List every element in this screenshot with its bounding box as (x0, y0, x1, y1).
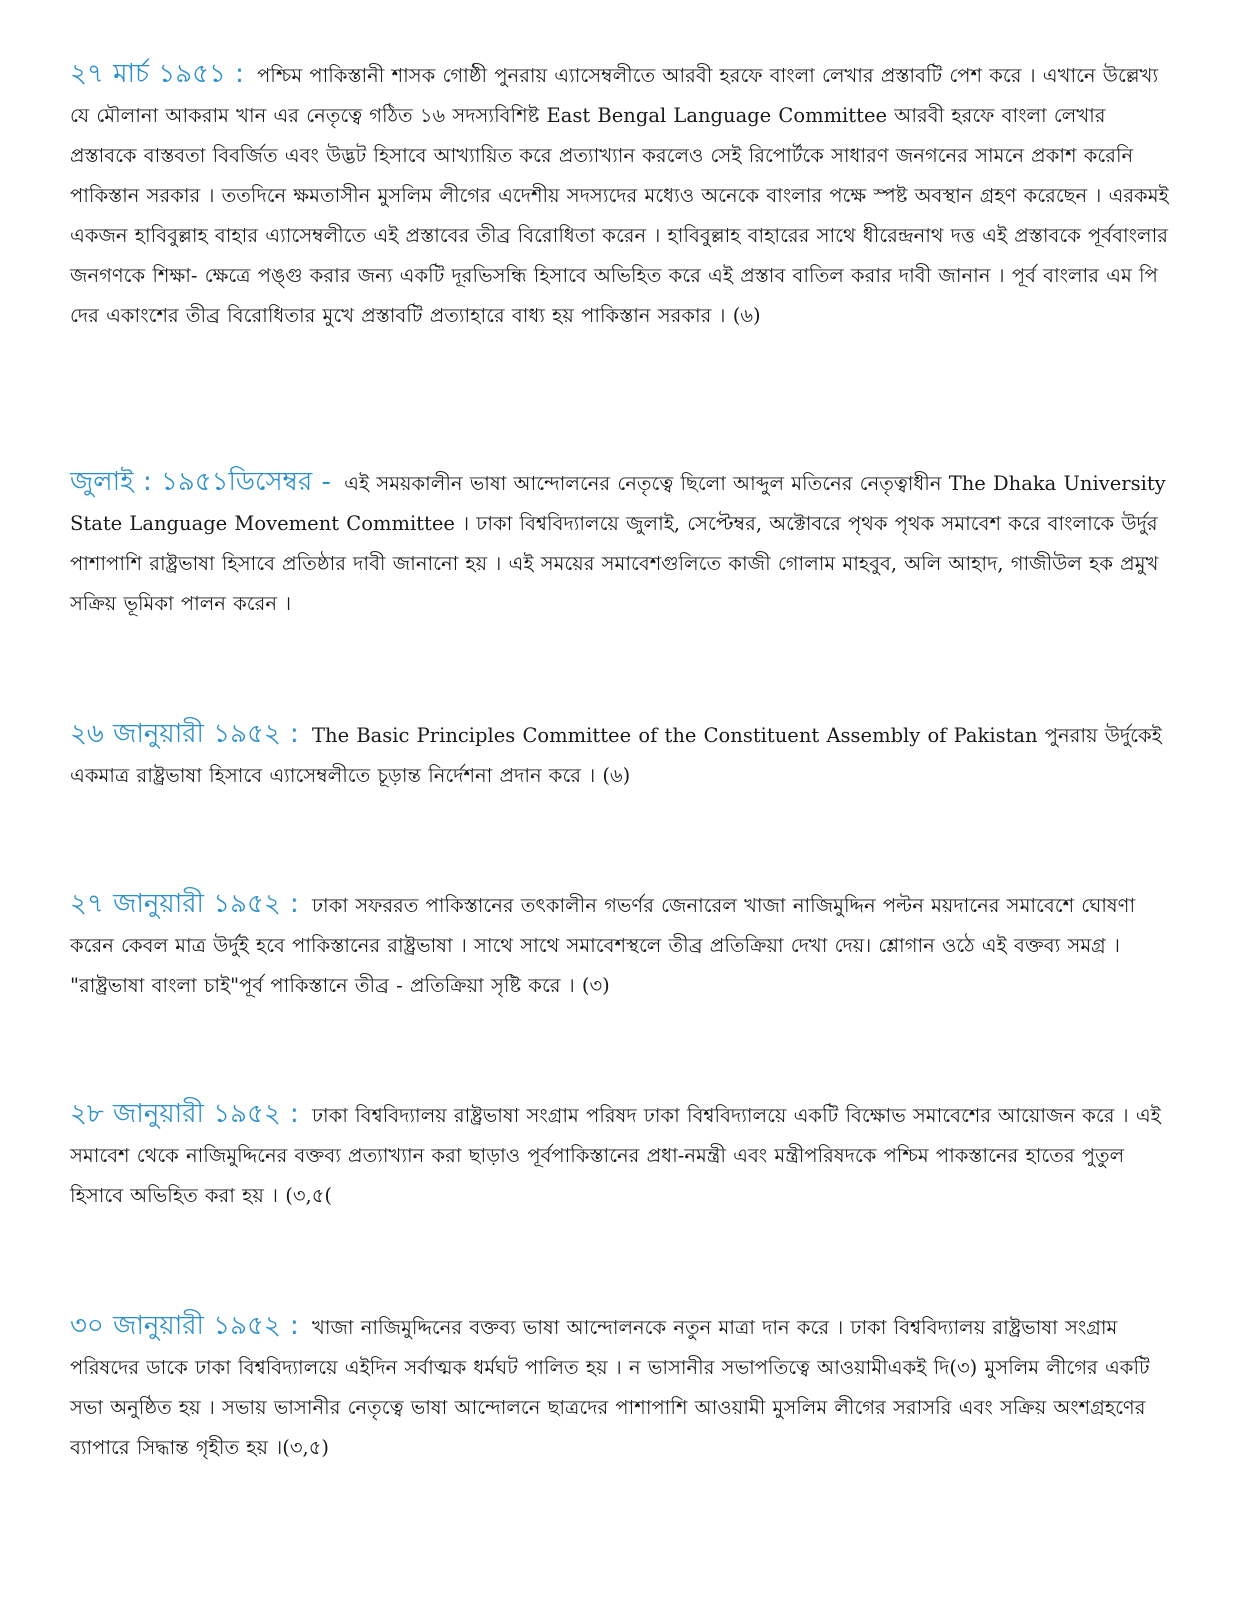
entry-paragraph (70, 714, 1170, 796)
entry-date: ২৮ জানুয়ারী ১৯৫২ : (70, 1099, 299, 1129)
timeline-entry (70, 714, 1170, 796)
entry-body: এই সময়কালীন ভাষা আন্দোলনের নেতৃত্বে ছিলো আব্দুল মতিনের নেতৃত্বাধীন The Dhaka University State Language Movement Committee । ঢাকা বিশ্ববিদ্যালয়ে জুলাই, সেপ্টেম্বর, অক্টোবরে পৃথক পৃথক সমাবেশ করে বাংলাকে উর্দুর পাশাপাশি রাষ্ট্রভাষা হিসাবে প্রতিষ্ঠার দাবী জানানো হয় । এই সময়ের সমাবেশগুলিতে কাজী গোলাম মাহবুব, অলি আহাদ, গাজীউল হক প্রমুখ সক্রিয় ভূমিকা পালন করেন । (70, 472, 1166, 615)
entry-body: The Basic Principles Committee of the Constituent Assembly of Pakistan পুনরায় উর্দুকেই একমাত্র রাষ্ট্রভাষা হিসাবে এ্যাসেম্বলীতে চূড়ান্ত নির্দেশনা প্রদান করে । (৬) (70, 724, 1162, 787)
entry-paragraph (70, 462, 1170, 624)
timeline-entry (70, 54, 1170, 336)
timeline-entry (70, 1094, 1170, 1216)
entry-date: ৩০ জানুয়ারী ১৯৫২ : (70, 1311, 299, 1341)
entry-body: পশ্চিম পাকিস্তানী শাসক গোষ্ঠী পুনরায় এ্যাসেম্বলীতে আরবী হরফে বাংলা লেখার প্রস্তাবটি পেশ করে । এখানে উল্লেখ্য যে মৌলানা আকরাম খান এর নেতৃত্বে গঠিত ১৬ সদস্যবিশিষ্ট East Bengal Language Committee আরবী হরফে বাংলা লেখার প্রস্তাবকে বাস্তবতা বিবর্জিত এবং উদ্ভট হিসাবে আখ্যায়িত করে প্রত্যাখ্যান করলেও সেই রিপোর্টকে সাধারণ জনগনের সামনে প্রকাশ করেনি পাকিস্তান সরকার । ততদিনে ক্ষমতাসীন মুসলিম লীগের এদেশীয় সদস্যদের মধ্যেও অনেকে বাংলার পক্ষে স্পষ্ট অবস্থান গ্রহণ করেছেন । এরকমই একজন হাবিবুল্লাহ বাহার এ্যাসেম্বলীতে এই প্রস্তাবের তীব্র বিরোধিতা করেন । হাবিবুল্লাহ বাহারের সাথে ধীরেন্দ্রনাথ দত্ত এই প্রস্তাবকে পূর্ববাংলার জনগণকে শিক্ষা- ক্ষেত্রে পঙ্গু করার জন্য একটি দূরভিসন্ধি হিসাবে অভিহিত করে এই প্রস্তাব বাতিল করার দাবী জানান । পূর্ব বাংলার এম পি দের একাংশের তীব্র বিরোধিতার মুখে প্রস্তাবটি প্রত্যাহারে বাধ্য হয় পাকিস্তান সরকার । (৬) (70, 64, 1169, 327)
entry-body: ঢাকা সফররত পাকিস্তানের তৎকালীন গভর্ণর জেনারেল খাজা নাজিমুদ্দিন পল্টন ময়দানের সমাবেশে ঘোষণা করেন কেবল মাত্র উর্দুই হবে পাকিস্তানের রাষ্ট্রভাষা । সাথে সাথে সমাবেশস্থলে তীব্র প্রতিক্রিয়া দেখা দেয়। শ্লোগান ওঠে এই বক্তব্য সমগ্র । "রাষ্ট্রভাষা বাংলা চাই"পূর্ব পাকিস্তানে তীব্র - প্রতিক্রিয়া সৃষ্টি করে । (৩) (70, 894, 1136, 997)
entry-paragraph (70, 884, 1170, 1006)
entry-body: ঢাকা বিশ্ববিদ্যালয় রাষ্ট্রভাষা সংগ্রাম পরিষদ ঢাকা বিশ্ববিদ্যালয়ে একটি বিক্ষোভ সমাবেশের আয়োজন করে । এই সমাবেশ থেকে নাজিমুদ্দিনের বক্তব্য প্রত্যাখ্যান করা ছাড়াও পূর্বপাকিস্তানের প্রধা-নমন্ত্রী এবং মন্ত্রীপরিষদকে পশ্চিম পাকস্তানের হাতের পুতুল হিসাবে অভিহিত করা হয় । (৩,৫( (70, 1104, 1161, 1207)
timeline-entry (70, 462, 1170, 624)
timeline-entry (70, 884, 1170, 1006)
entry-paragraph (70, 54, 1170, 336)
entry-date: ২৭ জানুয়ারী ১৯৫২ : (70, 889, 299, 919)
entry-date: জুলাই : ১৯৫১ডিসেম্বর - (70, 467, 331, 497)
entry-paragraph (70, 1306, 1170, 1468)
entry-body: খাজা নাজিমুদ্দিনের বক্তব্য ভাষা আন্দোলনকে নতুন মাত্রা দান করে । ঢাকা বিশ্ববিদ্যালয় রাষ্ট্রভাষা সংগ্রাম পরিষদের ডাকে ঢাকা বিশ্ববিদ্যালয়ে এইদিন সর্বাত্মক ধর্মঘট পালিত হয় । ন ভাসানীর সভাপতিত্বে আওয়ামীএকই দি(৩) মুসলিম লীগের একটি সভা অনুষ্ঠিত হয় । সভায় ভাসানীর নেতৃত্বে ভাষা আন্দোলনে ছাত্রদের পাশাপাশি আওয়ামী মুসলিম লীগের সরাসরি এবং সক্রিয় অংশগ্রহণের ব্যাপারে সিদ্ধান্ত গৃহীত হয় ।(৩,৫) (70, 1316, 1150, 1459)
entry-date: ২৬ জানুয়ারী ১৯৫২ : (70, 719, 299, 749)
entry-paragraph (70, 1094, 1170, 1216)
entry-date: ২৭ মার্চ ১৯৫১ : (70, 59, 244, 89)
timeline-entry (70, 1306, 1170, 1468)
